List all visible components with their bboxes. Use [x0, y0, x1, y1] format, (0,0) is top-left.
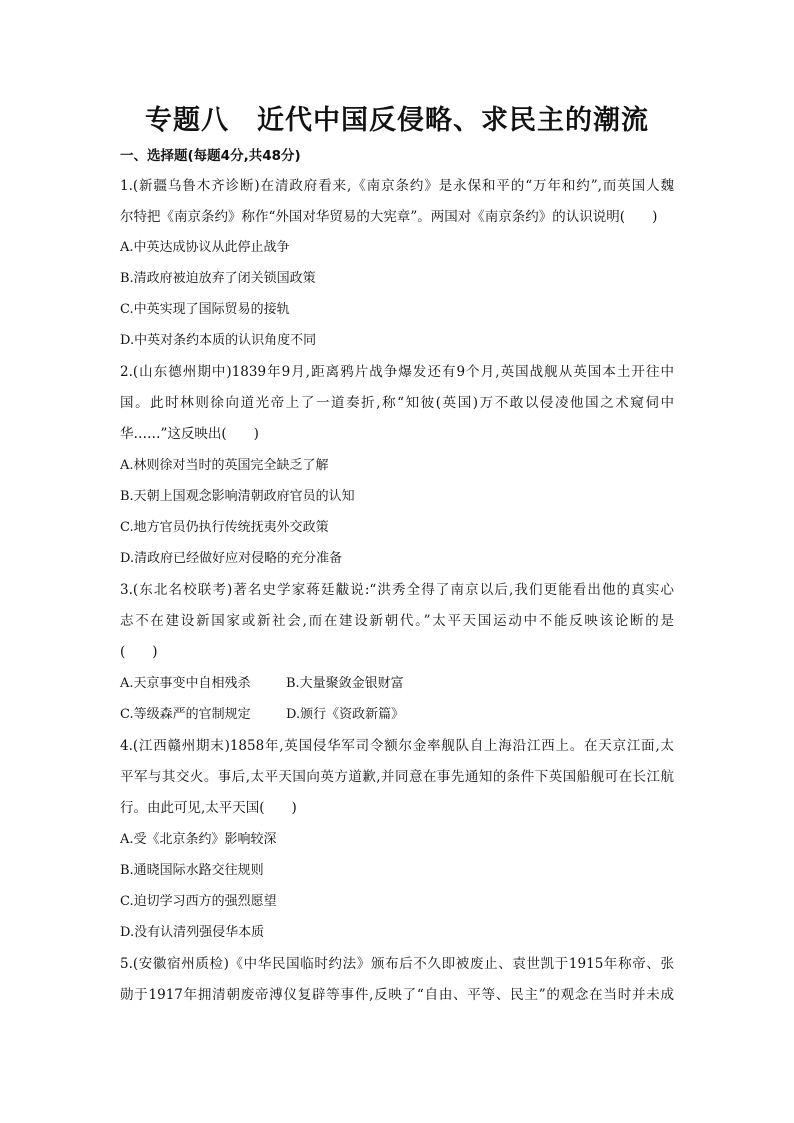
question-3-line-2: 志不在建设新国家或新社会,而在建设新朝代。”太平天国运动中不能反映该论断的是	[120, 613, 674, 629]
question-1-option-c: C.中英实现了国际贸易的接轨	[120, 302, 290, 317]
question-2-option-b: B.天朝上国观念影响清朝政府官员的认知	[120, 489, 355, 504]
question-2-option-c: C.地方官员仍执行传统抚夷外交政策	[120, 520, 329, 535]
question-1-option-d: D.中英对条约本质的认识角度不同	[120, 333, 317, 348]
question-4-option-a: A.受《北京条约》影响较深	[120, 832, 277, 847]
question-1-line-2: 尔特把《南京条约》称作“外国对华贸易的大宪章”。两国对《南京条约》的认识说明( )	[120, 209, 658, 225]
question-4-line-3: 行。由此可见,太平天国( )	[120, 800, 297, 816]
page-title: 专题八 近代中国反侵略、求民主的潮流	[145, 105, 649, 136]
question-3-line-3: ( )	[120, 644, 158, 660]
question-5-line-1: 5.(安徽宿州质检)《中华民国临时约法》颁布后不久即被废止、袁世凯于1915年称帝、张	[120, 956, 674, 972]
question-2-line-3: 华……”这反映出( )	[120, 426, 259, 442]
question-2-option-a: A.林则徐对当时的英国完全缺乏了解	[120, 458, 329, 473]
question-4-option-d: D.没有认清列强侵华本质	[120, 925, 265, 940]
question-4-line-1: 4.(江西赣州期末)1858年,英国侵华军司令额尔金率舰队自上海沿江西上。在天京江面,太	[120, 738, 674, 754]
question-1-option-a: A.中英达成协议从此停止战争	[120, 240, 290, 255]
question-3-option-b: B.大量聚敛金银财富	[286, 676, 404, 691]
question-4-option-b: B.通晓国际水路交往规则	[120, 863, 264, 878]
question-1-line-1: 1.(新疆乌鲁木齐诊断)在清政府看来,《南京条约》是永保和平的“万年和约”,而英国人魏	[120, 178, 674, 194]
question-1-option-b: B.清政府被迫放弃了闭关锁国政策	[120, 271, 316, 286]
question-5-line-2: 勋于1917年拥清朝废帝溥仪复辟等事件,反映了“自由、平等、民主”的观念在当时并未成	[120, 987, 674, 1003]
question-2-line-2: 国。此时林则徐向道光帝上了一道奏折,称“知彼(英国)万不敢以侵凌他国之术窥伺中	[120, 395, 674, 411]
question-3-option-d: D.颁行《资政新篇》	[286, 707, 405, 722]
question-2-option-d: D.清政府已经做好应对侵略的充分准备	[120, 551, 343, 566]
question-4-line-2: 平军与其交火。事后,太平天国向英方道歉,并同意在事先通知的条件下英国船舰可在长江航	[120, 769, 674, 785]
question-3-option-c: C.等级森严的官制规定	[120, 707, 251, 722]
question-3-line-1: 3.(东北名校联考)著名史学家蒋廷黻说:“洪秀全得了南京以后,我们更能看出他的真实心	[120, 582, 674, 598]
question-2-line-1: 2.(山东德州期中)1839年9月,距离鸦片战争爆发还有9个月,英国战舰从英国本土开往中	[120, 364, 674, 380]
question-4-option-c: C.迫切学习西方的强烈愿望	[120, 894, 277, 909]
question-3-option-a: A.天京事变中自相残杀	[120, 676, 251, 691]
section-heading: 一、选择题(每题4分,共48分)	[120, 148, 301, 164]
